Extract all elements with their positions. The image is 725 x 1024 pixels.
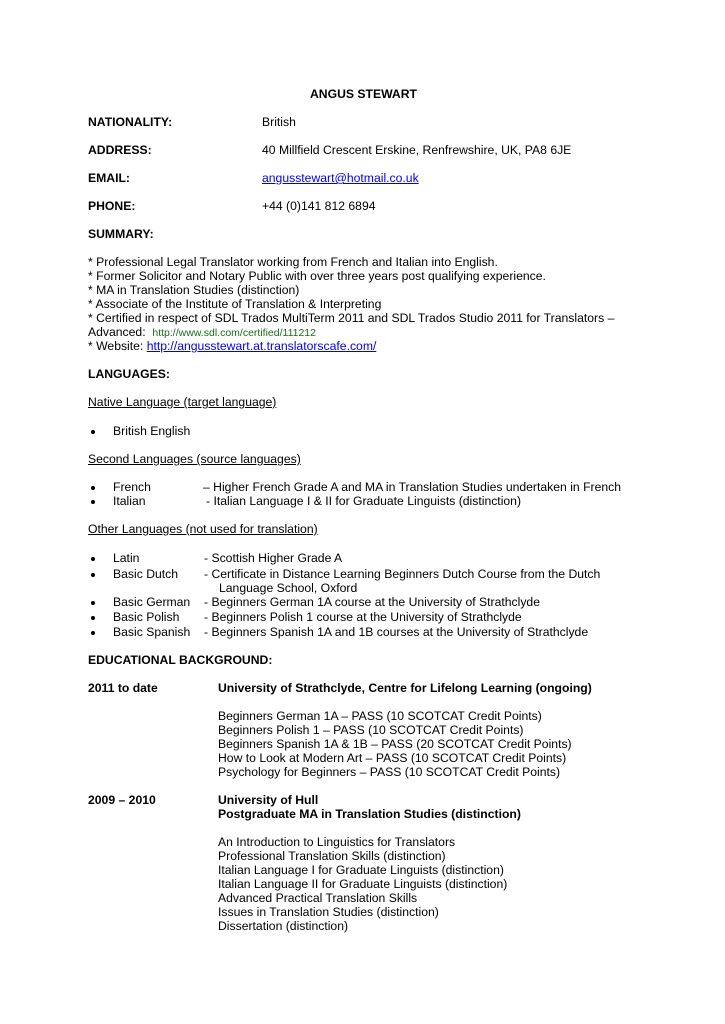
- education-institution: University of Strathclyde, Centre for Lifelong Learning (ongoing): [218, 681, 592, 695]
- language-detail: - Italian Language I & II for Graduate Linguists (distinction): [206, 494, 522, 508]
- page-title: ANGUS STEWART: [310, 87, 417, 101]
- education-date: 2009 – 2010: [88, 793, 156, 807]
- language-name: French: [113, 480, 151, 494]
- language-name: Latin: [113, 551, 140, 565]
- language-name: Basic Dutch: [113, 567, 179, 581]
- course-item: Psychology for Beginners – PASS (10 SCOTCAT Credit Points): [218, 765, 561, 779]
- nationality-label: NATIONALITY:: [88, 115, 173, 129]
- language-name: Italian: [113, 494, 146, 508]
- native-language-heading: Native Language (target language): [88, 395, 277, 409]
- summary-line: [88, 339, 376, 353]
- course-item: Italian Language I for Graduate Linguists (distinction): [218, 863, 504, 877]
- course-item: How to Look at Modern Art – PASS (10 SCOTCAT Credit Points): [218, 751, 567, 765]
- language-detail: – Higher French Grade A and MA in Translation Studies undertaken in French: [203, 480, 621, 494]
- course-item: Beginners German 1A – PASS (10 SCOTCAT Credit Points): [218, 709, 542, 723]
- language-detail-continued: Language School, Oxford: [219, 581, 358, 595]
- native-language: British English: [113, 424, 191, 438]
- other-languages-heading: Other Languages (not used for translation): [88, 522, 318, 536]
- bullet-icon: [91, 601, 95, 605]
- course-item: Beginners Spanish 1A & 1B – PASS (20 SCOTCAT Credit Points): [218, 737, 572, 751]
- summary-line: * Associate of the Institute of Translation & Interpreting: [88, 297, 382, 311]
- bullet-icon: [91, 573, 95, 577]
- education-date: 2011 to date: [88, 681, 158, 695]
- language-detail: - Beginners Spanish 1A and 1B courses at the University of Strathclyde: [204, 625, 589, 639]
- email-label: EMAIL:: [88, 171, 130, 185]
- phone-label: PHONE:: [88, 199, 136, 213]
- course-item: Issues in Translation Studies (distinction): [218, 905, 439, 919]
- language-detail: - Beginners Polish 1 course at the University of Strathclyde: [204, 610, 522, 624]
- language-name: Basic Polish: [113, 610, 180, 624]
- bullet-icon: [91, 631, 95, 635]
- sdl-certificate-link[interactable]: http://www.sdl.com/certified/111212: [152, 327, 316, 339]
- summary-line: * MA in Translation Studies (distinction): [88, 283, 300, 297]
- bullet-icon: [91, 616, 95, 620]
- course-item: Dissertation (distinction): [218, 919, 349, 933]
- education-heading: EDUCATIONAL BACKGROUND:: [88, 653, 273, 667]
- bullet-icon: [91, 557, 95, 561]
- bullet-icon: [91, 430, 95, 434]
- summary-line: * Former Solicitor and Notary Public with over three years post qualifying experience.: [88, 269, 546, 283]
- language-name: Basic Spanish: [113, 625, 191, 639]
- language-detail: - Beginners German 1A course at the University of Strathclyde: [204, 595, 540, 609]
- course-item: Advanced Practical Translation Skills: [218, 891, 418, 905]
- course-item: An Introduction to Linguistics for Translators: [218, 835, 456, 849]
- bullet-icon: [91, 486, 95, 490]
- email-link[interactable]: angusstewart@hotmail.co.uk: [262, 171, 419, 185]
- address-label: ADDRESS:: [88, 143, 152, 157]
- language-name: Basic German: [113, 595, 191, 609]
- bullet-icon: [91, 500, 95, 504]
- language-detail: - Scottish Higher Grade A: [204, 551, 343, 565]
- course-item: Professional Translation Skills (distinction): [218, 849, 446, 863]
- education-degree: Postgraduate MA in Translation Studies (distinction): [218, 807, 521, 821]
- website-label: * Website:: [88, 339, 144, 353]
- website-link[interactable]: http://angusstewart.at.translatorscafe.com/: [146, 339, 377, 353]
- summary-line: * Certified in respect of SDL Trados MultiTerm 2011 and SDL Trados Studio 2011 for Translators –: [88, 311, 615, 325]
- languages-heading: LANGUAGES:: [88, 367, 170, 381]
- summary-heading: SUMMARY:: [88, 227, 154, 241]
- nationality-value: British: [262, 115, 296, 129]
- language-detail: - Certificate in Distance Learning Beginners Dutch Course from the Dutch: [204, 567, 601, 581]
- summary-line: [88, 325, 316, 340]
- course-item: Beginners Polish 1 – PASS (10 SCOTCAT Credit Points): [218, 723, 524, 737]
- advanced-label: Advanced:: [88, 325, 146, 339]
- summary-line: * Professional Legal Translator working from French and Italian into English.: [88, 255, 498, 269]
- education-institution: University of Hull: [218, 793, 319, 807]
- course-item: Italian Language II for Graduate Linguists (distinction): [218, 877, 508, 891]
- second-languages-heading: Second Languages (source languages): [88, 452, 301, 466]
- address-value: 40 Millfield Crescent Erskine, Renfrewshire, UK, PA8 6JE: [262, 143, 572, 157]
- phone-value: +44 (0)141 812 6894: [262, 199, 376, 213]
